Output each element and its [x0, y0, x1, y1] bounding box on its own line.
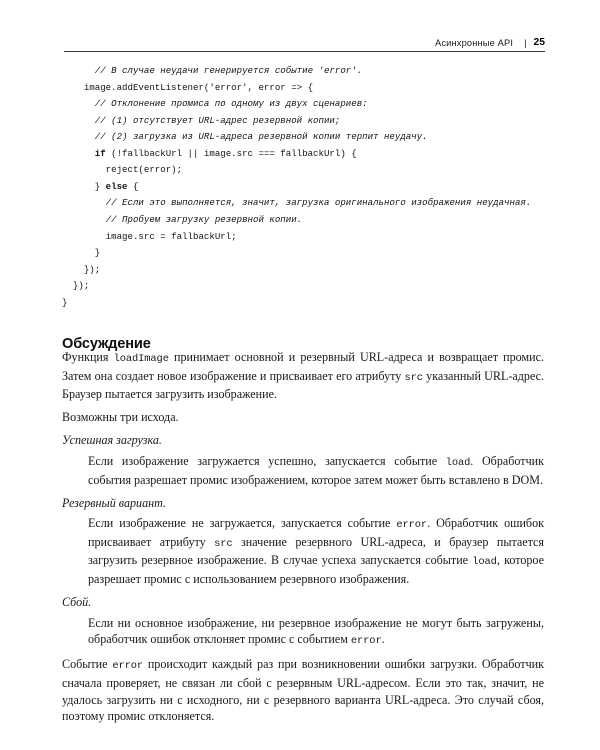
- inline-code-load: load: [445, 456, 471, 469]
- running-head: [64, 28, 545, 52]
- fallback-text-4: , которое разрешает промис с использованием резервного изображения.: [88, 553, 544, 587]
- code-text: }: [94, 247, 101, 259]
- inline-code-error-3: error: [112, 660, 144, 673]
- section-heading: Обсуждение: [62, 336, 151, 353]
- success-text-1: Если изображение загружается успешно, запускается событие: [88, 453, 446, 468]
- fallback-text-3: значение резервного URL-адреса, и браузер пытается загрузить резервное изображение. В случае успеха запускается событие: [88, 534, 544, 568]
- code-comment: // (1) отсутствует URL-адрес резервной копии;: [94, 114, 341, 126]
- closing-text-2: происходит каждый раз при возникновении ошибки загрузки. Обработчик сначала проверяет, не связан ли сбой с резервным URL-адресом. Если это так, значит, не удалось загрузить ни с исходного, ни с резервного варианта URL-адреса. Это случай сбоя, поэтому промис отклоняется.: [62, 657, 544, 724]
- code-keyword: if: [94, 147, 106, 159]
- inline-code-loadimage: loadImage: [113, 353, 169, 365]
- code-text: });: [72, 280, 90, 292]
- code-indent: [62, 231, 106, 242]
- fallback-text-1: Если изображение не загружается, запускается событие: [88, 516, 397, 531]
- failure-paragraph: [88, 615, 544, 650]
- running-head-chapter-title: Асинхронные API: [435, 38, 514, 48]
- code-text: image.src = fallbackUrl;: [105, 230, 237, 242]
- intro-paragraph: [62, 349, 544, 403]
- body-content: [62, 349, 544, 731]
- code-indent: [62, 65, 95, 76]
- code-indent: [62, 131, 95, 142]
- intro-text-3: указанный URL-адрес. Браузер пытается загрузить изображение.: [62, 368, 544, 402]
- code-line: [62, 297, 67, 308]
- failure-text-1: Если ни основное изображение, ни резервное изображение не могут быть загружены, обработчик ошибок отклоняет промис с событием: [88, 615, 544, 647]
- code-line: [62, 280, 89, 291]
- code-line: [62, 131, 428, 142]
- code-indent: [62, 115, 95, 126]
- code-comment: // Пробуем загрузку резервной копии.: [105, 214, 303, 226]
- code-line: [62, 214, 302, 225]
- code-indent: [62, 214, 106, 225]
- code-indent: [62, 164, 106, 175]
- intro-text-2: принимает основной и резервный URL-адреса и возвращает промис. Затем она создает новое изображение и присваивает его атрибуту: [62, 350, 544, 383]
- code-comment: // Отклонение промиса по одному из двух сценариев:: [94, 98, 368, 110]
- closing-text-1: Событие: [62, 657, 113, 672]
- running-head-separator: |: [524, 38, 527, 48]
- success-text-2: . Обработчик события разрешает промис изображением, которое затем может быть вставлено в DOM.: [88, 453, 545, 487]
- closing-paragraph: [62, 656, 544, 724]
- fallback-text-2: . Обработчик ошибок присваивает атрибуту: [88, 516, 544, 549]
- code-indent: [62, 280, 73, 291]
- code-indent: [62, 264, 84, 275]
- code-line: [62, 181, 138, 192]
- code-text: {: [127, 180, 139, 192]
- inline-code-error-1: error: [396, 519, 428, 532]
- code-text: }: [62, 296, 68, 308]
- code-line: [62, 247, 100, 258]
- code-indent: [62, 247, 95, 258]
- code-text: (!fallbackUrl || image.src === fallbackUrl) {: [105, 147, 357, 159]
- code-line: [62, 65, 362, 76]
- page-number: 25: [533, 37, 545, 48]
- code-indent: [62, 197, 106, 208]
- code-text: });: [83, 263, 101, 275]
- code-listing: [62, 63, 552, 311]
- code-indent: [62, 82, 84, 93]
- inline-code-error-2: error: [350, 635, 382, 648]
- inline-code-src-2: src: [214, 537, 233, 550]
- success-paragraph: [88, 453, 544, 488]
- code-comment: // (2) загрузка из URL-адреса резервной копии терпит неудачу.: [94, 131, 428, 143]
- code-line: [62, 164, 182, 175]
- outcomes-lead-paragraph: Возможны три исхода.: [62, 410, 179, 425]
- code-line: [62, 115, 340, 126]
- code-indent: [62, 98, 95, 109]
- failure-text-2: .: [381, 632, 385, 647]
- inline-code-src: src: [404, 371, 423, 384]
- inline-code-load-2: load: [472, 556, 497, 569]
- code-line: [62, 82, 313, 93]
- code-comment: // Если это выполняется, значит, загрузка оригинального изображения неудачная.: [105, 197, 532, 209]
- code-line: [62, 231, 237, 242]
- code-line: [62, 197, 531, 208]
- term-failure: Сбой.: [62, 595, 92, 610]
- code-line: [62, 148, 357, 159]
- code-keyword: else: [105, 180, 128, 192]
- code-text: image.addEventListener('error', error => {: [83, 81, 314, 93]
- code-text: }: [94, 180, 106, 192]
- code-indent: [62, 181, 95, 192]
- code-line: [62, 98, 368, 109]
- term-fallback: Резервный вариант.: [62, 495, 167, 510]
- intro-text-1: Функция: [62, 350, 114, 364]
- code-line: [62, 264, 100, 275]
- code-comment: // В случае неудачи генерируется событие 'error'.: [94, 65, 363, 77]
- fallback-paragraph: [88, 515, 544, 587]
- code-indent: [62, 148, 95, 159]
- code-text: reject(error);: [105, 164, 183, 176]
- term-success: Успешная загрузка.: [62, 433, 162, 448]
